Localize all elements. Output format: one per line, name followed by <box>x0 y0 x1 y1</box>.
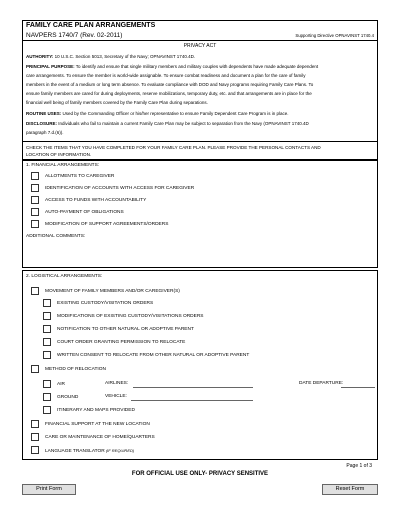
authority-text: 10 U.S.C. Section 5013, Secretary of the Navy; OPNAVINST 1740.4D. <box>53 54 196 59</box>
existing-custody-checkbox[interactable] <box>43 299 51 307</box>
language-translator-checkbox[interactable] <box>31 446 39 454</box>
date-departure-field[interactable] <box>341 387 375 388</box>
purpose-label: PRINCIPAL PURPOSE: <box>26 64 75 69</box>
allotments-checkbox[interactable] <box>31 172 39 180</box>
movement-checkbox[interactable] <box>31 287 39 295</box>
modified-custody-label: MODIFICATIONS OF EXISTING CUSTODY/VISITATIONS ORDERS <box>57 314 204 319</box>
form-header <box>22 20 378 41</box>
date-departure-label: DATE DEPARTURE: <box>299 381 344 386</box>
disclosure-label: DISCLOSURE: <box>26 121 58 126</box>
additional-comments-label: ADDITIONAL COMMENTS: <box>26 234 86 239</box>
allotments-label: ALLOTMENTS TO CAREGIVER <box>45 174 115 179</box>
language-translator-note: (IF REQUIRED) <box>104 448 135 453</box>
auto-payment-checkbox[interactable] <box>31 208 39 216</box>
modified-custody-checkbox[interactable] <box>43 312 51 320</box>
account-identification-label: IDENTIFICATION OF ACCOUNTS WITH ACCESS FOR CAREGIVER <box>45 186 195 191</box>
disclosure-line-1 <box>26 121 309 126</box>
ground-label: GROUND <box>57 395 79 400</box>
purpose-line-4: ensure family members are cared for during deployments, reserve mobilizations, temporary duty, etc. and that arrangements are in place for the <box>26 91 312 96</box>
funds-access-label: ACCESS TO FUNDS WITH ACCOUNTABILITY <box>45 198 147 203</box>
relocation-method-label: METHOD OF RELOCATION <box>45 367 106 372</box>
written-consent-checkbox[interactable] <box>43 351 51 359</box>
purpose-line-1 <box>26 64 318 69</box>
financial-arrangements-section <box>22 160 378 268</box>
auto-payment-label: AUTO-PAYMENT OF OBLIGATIONS <box>45 210 124 215</box>
additional-comments-field[interactable] <box>26 241 374 265</box>
account-identification-checkbox[interactable] <box>31 184 39 192</box>
parent-notification-label: NOTIFICATION TO OTHER NATURAL OR ADOPTIVE PARENT <box>57 327 194 332</box>
funds-access-checkbox[interactable] <box>31 196 39 204</box>
financial-support-label: FINANCIAL SUPPORT AT THE NEW LOCATION <box>45 422 150 427</box>
air-checkbox[interactable] <box>43 380 51 388</box>
itinerary-label: ITINERARY AND MAPS PROVIDED <box>57 408 135 413</box>
logistical-section-title: 2. LOGISTICAL ARRANGEMENTS: <box>26 274 103 279</box>
privacy-sensitive-notice: FOR OFFICIAL USE ONLY- PRIVACY SENSITIVE <box>131 471 269 477</box>
support-agreements-checkbox[interactable] <box>31 220 39 228</box>
privacy-act-section <box>22 41 378 142</box>
authority-line <box>26 54 195 59</box>
airlines-field[interactable] <box>133 387 253 388</box>
routine-uses-label: ROUTINE USES: <box>26 111 62 116</box>
parent-notification-checkbox[interactable] <box>43 325 51 333</box>
air-label: AIR <box>57 382 65 387</box>
logistical-arrangements-section <box>22 270 378 460</box>
existing-custody-label: EXISTING CUSTODY/VISITATION ORDERS <box>57 301 154 306</box>
language-translator-label: LANGUAGE TRANSLATOR <box>45 449 105 454</box>
page-number: Page 1 of 3 <box>346 463 372 469</box>
print-form-button[interactable]: Print Form <box>22 484 76 495</box>
authority-label: AUTHORITY: <box>26 54 54 59</box>
instructions-line-1: CHECK THE ITEMS THAT YOU HAVE COMPLETED FOR YOUR FAMILY CARE PLAN. PLEASE PROVIDE THE PERSONAL CONTACTS AND <box>26 145 321 150</box>
purpose-text: To identify and ensure that single military members and military couples with dependents have made adequate dependent <box>74 64 319 69</box>
written-consent-label: WRITTEN CONSENT TO RELOCATE FROM OTHER NATURAL OR ADOPTIVE PARENT <box>57 353 250 358</box>
relocation-method-checkbox[interactable] <box>31 365 39 373</box>
vehicle-field[interactable] <box>131 400 253 401</box>
instructions <box>22 142 378 160</box>
routine-uses-line <box>26 111 289 116</box>
instructions-line-2: LOCATION OF INFORMATION. <box>26 152 92 157</box>
purpose-line-3: members in the event of a medium or long term absence. To evaluate compliance with DOD and Navy programs requiring Family Care Plans. To <box>26 82 314 87</box>
reset-form-button[interactable]: Reset Form <box>322 484 378 495</box>
movement-label: MOVEMENT OF FAMILY MEMBERS AND/OR CAREGIVER(S) <box>45 289 180 294</box>
court-order-label: COURT ORDER GRANTING PERMISSION TO RELOCATE <box>57 340 186 345</box>
court-order-checkbox[interactable] <box>43 338 51 346</box>
airlines-label: AIRLINES: <box>105 381 129 386</box>
form-number: NAVPERS 1740/7 (Rev. 02-2011) <box>26 32 123 39</box>
privacy-act-title: PRIVACY ACT <box>183 43 217 49</box>
form-title: FAMILY CARE PLAN ARRANGEMENTS <box>26 22 156 29</box>
ground-checkbox[interactable] <box>43 393 51 401</box>
purpose-line-5: financial well being of family members covered by the Family Care Plan during separations. <box>26 100 208 105</box>
home-care-label: CARE OR MAINTENANCE OF HOME/QUARTERS <box>45 435 155 440</box>
itinerary-checkbox[interactable] <box>43 406 51 414</box>
purpose-line-2: care arrangements. To ensure the member is world-wide assignable. To ensure combat readiness and document a plan for the care of family <box>26 73 306 78</box>
financial-support-checkbox[interactable] <box>31 420 39 428</box>
support-agreements-label: MODIFICATION OF SUPPORT AGREEMENTS/ORDERS <box>45 222 169 227</box>
supporting-directive: Supporting Directive OPNAVINST 1740.4 <box>295 33 374 38</box>
language-translator-line <box>45 448 134 454</box>
routine-uses-text: Used by the Commanding Officer or his/her representative to ensure Family Dependent Care Program is in place. <box>61 111 289 116</box>
home-care-checkbox[interactable] <box>31 433 39 441</box>
disclosure-text: Individuals who fail to maintain a current Family Care Plan may be subject to separation from the Navy (OPNAVINST 1740.4D <box>57 121 309 126</box>
financial-section-title: 1. FINANCIAL ARRANGEMENTS: <box>26 163 100 168</box>
vehicle-label: VEHICLE: <box>105 394 127 399</box>
disclosure-line-2: paragraph 7.d.(6)). <box>26 130 64 135</box>
